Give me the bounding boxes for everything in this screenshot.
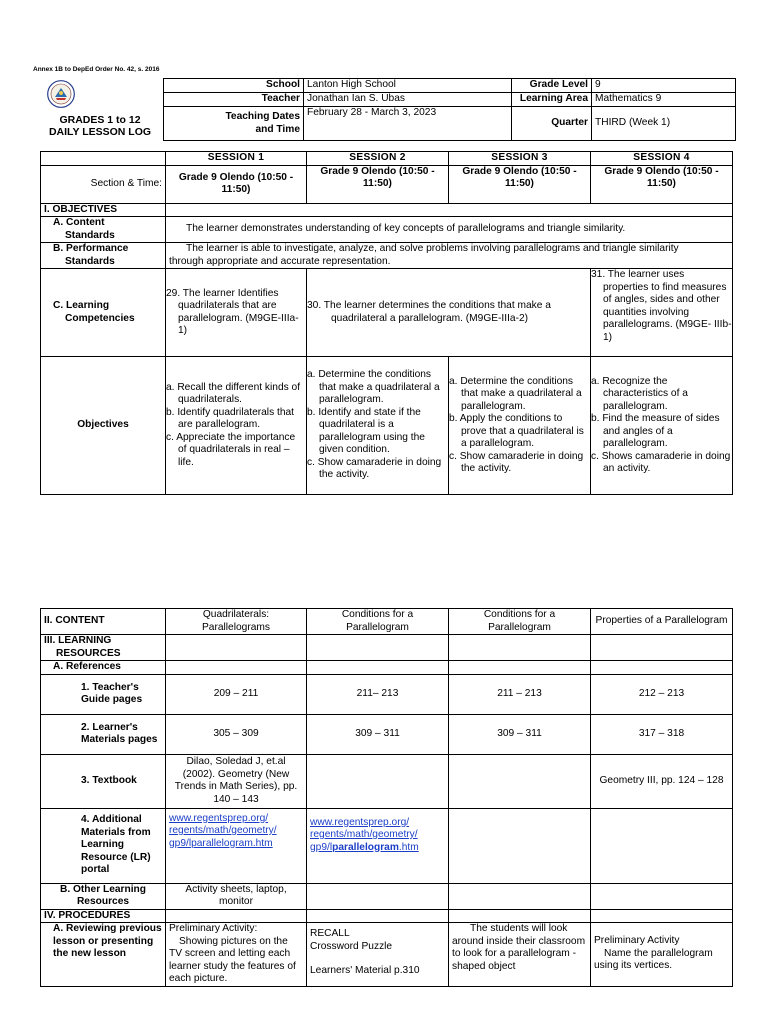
section-time-s3: Grade 9 Olendo (10:50 - 11:50) xyxy=(449,165,591,203)
review-lesson-label: A. Reviewing previous lesson or presenting the new lesson xyxy=(41,923,166,987)
learning-area-value: Mathematics 9 xyxy=(592,93,736,107)
other-resources-label: B. Other Learning Resources xyxy=(41,883,166,909)
objectives-heading-fill xyxy=(166,203,733,217)
textbook-s4: Geometry III, pp. 124 – 128 xyxy=(591,754,733,808)
teachers-guide-s1: 209 – 211 xyxy=(166,674,307,714)
teachers-guide-s2: 211– 213 xyxy=(307,674,449,714)
review-s1-text: Showing pictures on the TV screen and letting each learner study the features of each picture. xyxy=(169,935,296,984)
blank-cell xyxy=(449,754,591,808)
regentsprep-link-s2-b: parallelogram xyxy=(332,841,399,853)
resources-table xyxy=(40,608,733,987)
blank-cell xyxy=(166,661,307,675)
review-s4 xyxy=(591,923,733,987)
objectives-table xyxy=(40,151,733,495)
blank-cell xyxy=(307,661,449,675)
regentsprep-link-s2-c: .htm xyxy=(398,841,419,853)
objective-s1-a: a. Recall the different kinds of quadrilaterals. xyxy=(166,381,301,406)
teacher-value: Jonathan Ian S. Ubas xyxy=(304,93,512,107)
review-s2-line-1: RECALL xyxy=(310,928,350,939)
performance-standards-label xyxy=(41,243,166,269)
regentsprep-link-s2[interactable] xyxy=(310,817,419,853)
section-time-s1: Grade 9 Olendo (10:50 - 11:50) xyxy=(166,165,307,203)
learning-resources-heading-2: RESOURCES xyxy=(56,647,121,659)
blank-cell xyxy=(591,808,733,883)
teaching-dates-value: February 28 - March 3, 2023 xyxy=(304,107,512,141)
session-1-header: SESSION 1 xyxy=(166,152,307,166)
objective-s2-b: b. Identify and state if the quadrilateral is a parallelogram using the given condition. xyxy=(307,406,425,456)
teachers-guide-s3: 211 – 213 xyxy=(449,674,591,714)
performance-standards-label-2: Standards xyxy=(65,255,115,267)
additional-materials-s1 xyxy=(166,808,307,883)
additional-materials-s2 xyxy=(307,808,449,883)
other-resources-s1: Activity sheets, laptop, monitor xyxy=(166,883,307,909)
content-standards-label-2: Standards xyxy=(65,229,115,241)
review-s2-line-3: Learners' Material p.310 xyxy=(310,965,420,976)
competency-s4 xyxy=(591,269,733,357)
section-time-s2: Grade 9 Olendo (10:50 - 11:50) xyxy=(307,165,449,203)
competency-s2-s3 xyxy=(307,269,591,357)
review-s2 xyxy=(307,923,449,987)
blank-cell xyxy=(591,909,733,923)
objective-s3-c: c. Show camaraderie in doing the activity. xyxy=(449,450,584,474)
performance-standards-text-1: The learner is able to investigate, analyze, and solve problems involving parallelograms and triangle similarity xyxy=(186,243,679,254)
blank-cell xyxy=(166,909,307,923)
annex-reference: Annex 1B to DepEd Order No. 42, s. 2016 xyxy=(33,66,160,73)
learning-competencies-label xyxy=(41,269,166,357)
content-s3: Conditions for a Parallelogram xyxy=(449,609,591,635)
objective-s2-c: c. Show camaraderie in doing the activity. xyxy=(307,456,442,481)
teaching-dates-label-2: and Time xyxy=(255,123,300,135)
session-3-header: SESSION 3 xyxy=(449,152,591,166)
objectives-label: Objectives xyxy=(41,357,166,495)
content-s1: Quadrilaterals: Parallelograms xyxy=(166,609,307,635)
blank-cell xyxy=(449,661,591,675)
review-s2-line-2: Crossword Puzzle xyxy=(310,940,393,952)
section-time-s4: Grade 9 Olendo (10:50 - 11:50) xyxy=(591,165,733,203)
performance-standards-text xyxy=(166,243,733,269)
objective-s2-a: a. Determine the conditions that make a quadrilateral a parallelogram. xyxy=(307,369,440,406)
objectives-s2 xyxy=(307,357,449,495)
blank-cell xyxy=(307,635,449,661)
blank-cell xyxy=(449,909,591,923)
blank-corner xyxy=(41,152,166,166)
procedures-heading: IV. PROCEDURES xyxy=(41,909,166,923)
review-s4-text: Name the parallelogram using its vertices. xyxy=(594,947,713,971)
content-standards-text: The learner demonstrates understanding of key concepts of parallelograms and triangle similarity. xyxy=(166,217,733,243)
session-2-header: SESSION 2 xyxy=(307,152,449,166)
textbook-s1: Dilao, Soledad J, et.al (2002). Geometry (New Trends in Math Series), pp. 140 – 143 xyxy=(166,754,307,808)
performance-standards-text-2: through appropriate and accurate representation. xyxy=(169,255,391,267)
objectives-s3 xyxy=(449,357,591,495)
blank-cell xyxy=(307,883,449,909)
review-s3 xyxy=(449,923,591,987)
review-s1 xyxy=(166,923,307,987)
regentsprep-link-s2-a: www.regentsprep.org/ regents/math/geometry/ gp9/l xyxy=(310,816,418,853)
objectives-s4 xyxy=(591,357,733,495)
objective-s3-b: b. Apply the conditions to prove that a quadrilateral is a parallelogram. xyxy=(449,413,584,449)
objective-s1-b: b. Identify quadrilaterals that are parallelogram. xyxy=(166,406,294,431)
blank-cell xyxy=(166,635,307,661)
learning-competencies-label-1: C. Learning xyxy=(53,300,110,311)
log-title-line-1: GRADES 1 to 12 xyxy=(59,114,141,126)
quarter-value: THIRD (Week 1) xyxy=(592,107,736,141)
review-s4-title: Preliminary Activity xyxy=(594,935,680,946)
log-title xyxy=(36,114,164,138)
textbook-label: 3. Textbook xyxy=(41,754,166,808)
objective-s4-a: a. Recognize the characteristics of a parallelogram. xyxy=(591,375,688,412)
competency-s2-text: 30. The learner determines the conditions that make a quadrilateral a parallelogram. (M9GE-IIIa-2) xyxy=(307,300,551,324)
review-s1-title: Preliminary Activity: xyxy=(169,923,258,934)
learners-materials-s3: 309 – 311 xyxy=(449,714,591,754)
blank-cell xyxy=(449,635,591,661)
teacher-label: Teacher xyxy=(164,93,304,107)
blank-cell xyxy=(449,808,591,883)
learners-materials-s1: 305 – 309 xyxy=(166,714,307,754)
learners-materials-label: 2. Learner's Materials pages xyxy=(41,714,166,754)
log-title-line-2: DAILY LESSON LOG xyxy=(48,126,152,138)
school-label: School xyxy=(164,79,304,93)
objective-s4-c: c. Shows camaraderie in doing an activity. xyxy=(591,450,731,474)
quarter-label: Quarter xyxy=(512,107,592,141)
session-4-header: SESSION 4 xyxy=(591,152,733,166)
blank-cell xyxy=(307,754,449,808)
content-heading: II. CONTENT xyxy=(41,609,166,635)
learners-materials-s2: 309 – 311 xyxy=(307,714,449,754)
grade-level-label: Grade Level xyxy=(512,79,592,93)
header-info-table xyxy=(163,78,736,141)
learning-competencies-label-2: Competencies xyxy=(65,312,135,324)
school-value: Lanton High School xyxy=(304,79,512,93)
performance-standards-label-1: B. Performance xyxy=(53,243,129,254)
objectives-s1 xyxy=(166,357,307,495)
learning-resources-heading-1: III. LEARNING xyxy=(44,635,112,646)
references-label: A. References xyxy=(41,661,166,675)
learning-area-label: Learning Area xyxy=(512,93,592,107)
section-time-label: Section & Time: xyxy=(41,165,166,203)
blank-cell xyxy=(591,635,733,661)
content-standards-label xyxy=(41,217,166,243)
learners-materials-s4: 317 – 318 xyxy=(591,714,733,754)
blank-cell xyxy=(591,883,733,909)
review-s3-text: The students will look around inside their classroom to look for a parallelogram - shaped object xyxy=(452,923,586,972)
blank-cell xyxy=(449,883,591,909)
teachers-guide-label: 1. Teacher's Guide pages xyxy=(41,674,166,714)
additional-materials-label: 4. Additional Materials from Learning Resource (LR) portal xyxy=(41,808,166,883)
deped-seal-icon xyxy=(47,80,75,108)
grade-level-value: 9 xyxy=(592,79,736,93)
regentsprep-link-s1[interactable]: www.regentsprep.org/ regents/math/geometry/ gp9/lparallelogram.htm xyxy=(169,812,277,849)
competency-s1 xyxy=(166,269,307,357)
teaching-dates-label-1: Teaching Dates xyxy=(225,111,300,122)
objectives-heading: I. OBJECTIVES xyxy=(41,203,166,217)
objective-s3-a: a. Determine the conditions that make a quadrilateral a parallelogram. xyxy=(449,375,582,412)
blank-cell xyxy=(307,909,449,923)
competency-s4-text: 31. The learner uses properties to find measures of angles, sides and other quantities involving parallelograms. (M9GE- IIIb-1) xyxy=(591,269,732,343)
content-s4: Properties of a Parallelogram xyxy=(591,609,733,635)
objective-s4-b: b. Find the measure of sides and angles of a parallelogram. xyxy=(591,413,720,449)
teachers-guide-s4: 212 – 213 xyxy=(591,674,733,714)
teaching-dates-label xyxy=(164,107,304,141)
learning-resources-heading xyxy=(41,635,166,661)
content-s2: Conditions for a Parallelogram xyxy=(307,609,449,635)
content-standards-label-1: A. Content xyxy=(53,217,105,228)
objective-s1-c: c. Appreciate the importance of quadrilaterals in real – life. xyxy=(166,431,296,468)
blank-cell xyxy=(591,661,733,675)
competency-s1-text: 29. The learner Identifies quadrilaterals that are parallelogram. (M9GE-IIIa-1) xyxy=(166,287,299,336)
